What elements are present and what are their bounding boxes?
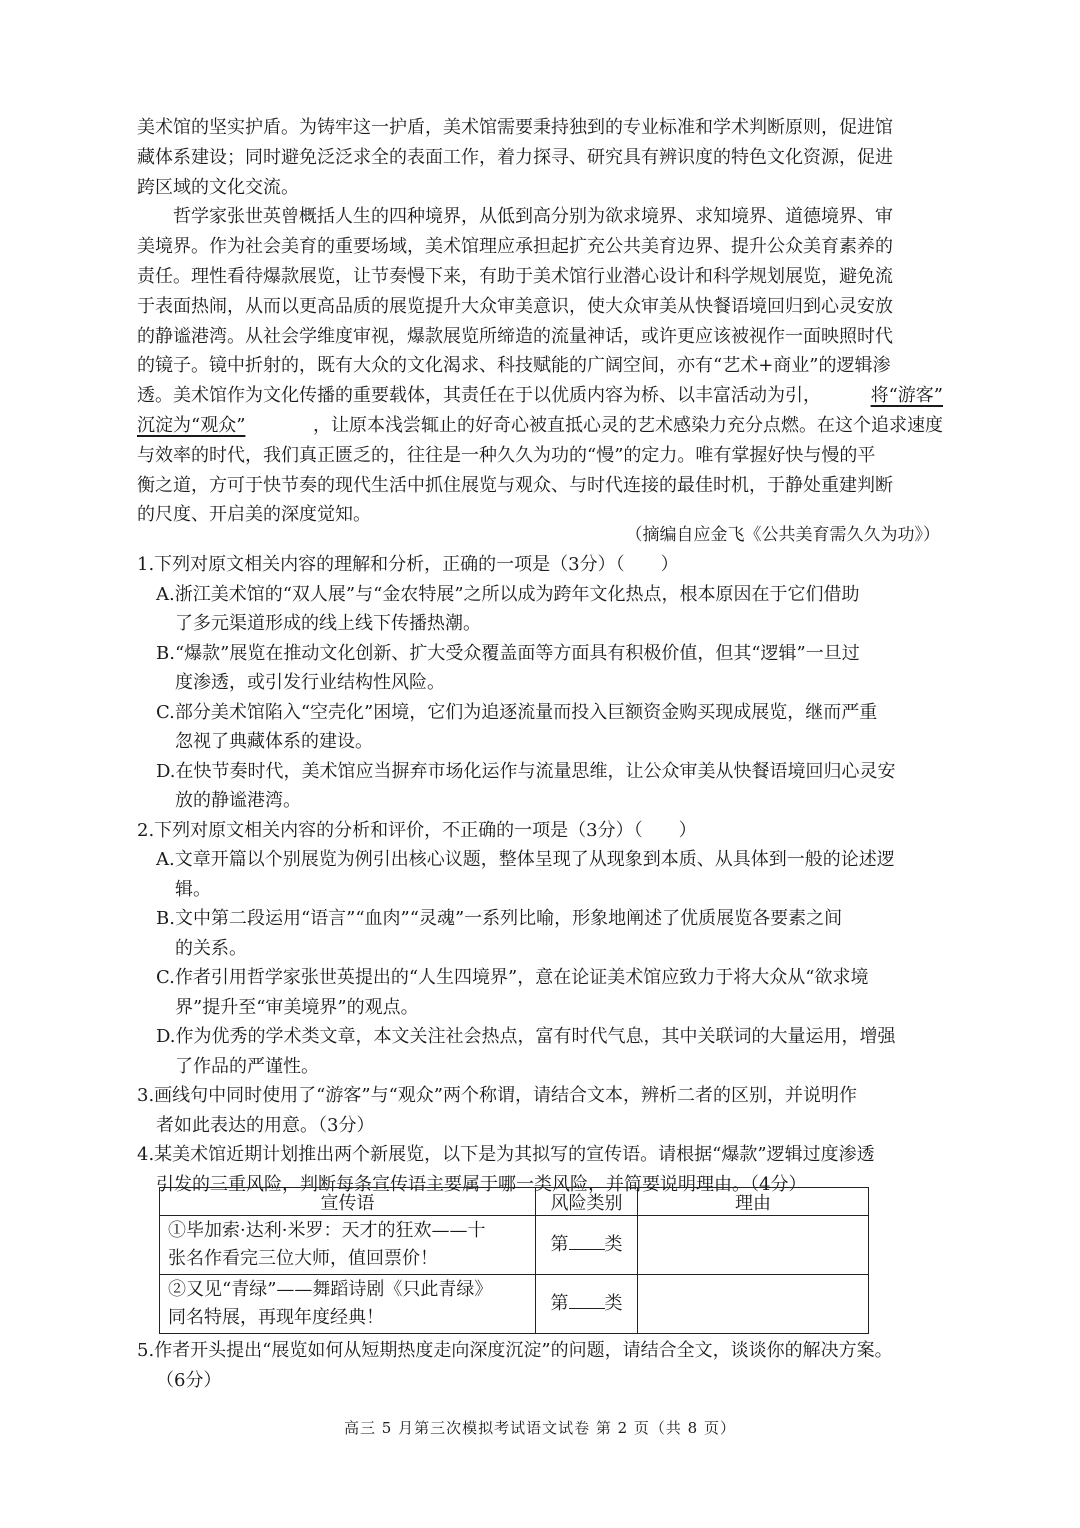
slogan-text: ①毕加索·达利·米罗：天才的狂欢——十 bbox=[168, 1220, 486, 1241]
table-row bbox=[160, 1216, 869, 1275]
table-header-row bbox=[160, 1188, 869, 1216]
passage-text: 透。美术馆作为文化传播的重要载体，其责任在于以优质内容为桥、以丰富活动为引， bbox=[137, 385, 821, 407]
question-3-stem bbox=[137, 1081, 945, 1111]
passage-text: 与效率的时代，我们真正匮乏的，往往是一种久久为功的“慢”的定力。唯有掌握好快与慢的平 bbox=[137, 444, 876, 466]
page-footer: 高三 5 月第三次模拟考试语文试卷 第 2 页（共 8 页） bbox=[343, 1419, 736, 1437]
slogan-text: 同名特展，再现年度经典！ bbox=[168, 1307, 384, 1328]
reason-cell[interactable] bbox=[638, 1275, 869, 1334]
risk-label: 类 bbox=[604, 1234, 623, 1255]
option-continuation: 界”提升至“审美境界”的观点。 bbox=[175, 996, 419, 1018]
risk-cell[interactable] bbox=[536, 1216, 638, 1275]
passage-line bbox=[137, 262, 943, 292]
question-5-continuation: （6分） bbox=[156, 1369, 222, 1391]
reading-passage bbox=[137, 113, 943, 530]
column-header: 理由 bbox=[638, 1188, 869, 1216]
question-2-option-c[interactable] bbox=[137, 963, 945, 993]
risk-blank[interactable] bbox=[569, 1290, 605, 1309]
option-continuation: 度渗透，或引发行业结构性风险。 bbox=[175, 672, 445, 693]
passage-line bbox=[137, 441, 943, 471]
passage-source: （摘编自应金飞《公共美育需久久为功》） bbox=[625, 525, 940, 545]
passage-text: 跨区域的文化交流。 bbox=[137, 176, 299, 198]
question-1-option-b[interactable] bbox=[137, 639, 945, 669]
option-continuation: 了作品的严谨性。 bbox=[175, 1055, 319, 1077]
slogan-text: 张名作看完三位大师，值回票价！ bbox=[168, 1248, 438, 1269]
option-continuation: 忽视了典藏体系的建设。 bbox=[175, 731, 373, 752]
option-text: B.文中第二段运用“语言”“血肉”“灵魂”一系列比喻，形象地阐述了优质展览各要素之间 bbox=[156, 908, 843, 929]
question-3-continuation: 者如此表达的用意。（3分） bbox=[156, 1114, 375, 1136]
question-text: 3.画线句中同时使用了“游客”与“观众”两个称谓，请结合文本，辨析二者的区别，并说明作 bbox=[137, 1085, 857, 1106]
question-2-option-a[interactable] bbox=[137, 845, 945, 875]
option-text: B.“爆款”展览在推动文化创新、扩大受众覆盖面等方面具有积极价值，但其“逻辑”一旦过 bbox=[156, 642, 860, 664]
question-text: 4.某美术馆近期计划推出两个新展览，以下是为其拟写的宣传语。请根据“爆款”逻辑过度渗透 bbox=[137, 1144, 875, 1165]
question-1-stem: 1.下列对原文相关内容的理解和分析，正确的一项是（3分）（ ） bbox=[137, 554, 679, 575]
passage-line bbox=[137, 173, 943, 203]
question-1-option-d[interactable] bbox=[137, 757, 945, 787]
slogan-cell bbox=[160, 1216, 536, 1275]
reason-cell[interactable] bbox=[638, 1216, 869, 1275]
passage-line bbox=[137, 381, 943, 411]
option-text: A.浙江美术馆的“双人展”与“金农特展”之所以成为跨年文化热点，根本原因在于它们借助 bbox=[156, 583, 860, 605]
slogan-text: ②又见“青绿”——舞蹈诗剧《只此青绿》 bbox=[168, 1279, 493, 1300]
question-1-option-c[interactable] bbox=[137, 698, 945, 728]
passage-text: 的镜子。镜中折射的，既有大众的文化渴求、科技赋能的广阔空间，亦有“艺术+商业”的逻辑渗 bbox=[137, 355, 891, 377]
passage-line bbox=[137, 202, 943, 232]
passage-line bbox=[137, 471, 943, 501]
risk-blank[interactable] bbox=[569, 1231, 605, 1250]
column-header: 风险类别 bbox=[536, 1188, 638, 1216]
underlined-sentence: 将“游客” bbox=[870, 385, 943, 407]
option-text: A.文章开篇以个别展览为例引出核心议题，整体呈现了从现象到本质、从具体到一般的论述逻 bbox=[156, 849, 895, 870]
risk-label: 第 bbox=[550, 1293, 569, 1314]
passage-line bbox=[137, 113, 943, 143]
option-text: C.部分美术馆陷入“空壳化”困境，它们为追逐流量而投入巨额资金购买现成展览，继而严重 bbox=[156, 701, 878, 723]
question-2-stem: 2.下列对原文相关内容的分析和评价，不正确的一项是（3分）（ ） bbox=[137, 819, 697, 841]
passage-line bbox=[137, 411, 943, 441]
passage-line bbox=[137, 322, 943, 352]
option-text: D.在快节奏时代，美术馆应当摒弃市场化运作与流量思维，让公众审美从快餐语境回归心灵安 bbox=[156, 760, 896, 782]
question-4-stem bbox=[137, 1140, 945, 1170]
question-4-continuation: 引发的三重风险，判断每条宣传语主要属于哪一类风险，并简要说明理由。（4分） bbox=[156, 1173, 807, 1195]
slogan-cell bbox=[160, 1275, 536, 1334]
passage-line bbox=[137, 351, 943, 381]
slogan-table bbox=[159, 1187, 869, 1334]
passage-text: ，让原本浅尝辄止的好奇心被直抵心灵的艺术感染力充分点燃。在这个追求速度 bbox=[313, 414, 943, 436]
underlined-sentence: 沉淀为“观众” bbox=[137, 414, 246, 436]
risk-label: 第 bbox=[550, 1234, 569, 1255]
questions-section bbox=[137, 550, 945, 1199]
risk-label: 类 bbox=[604, 1293, 623, 1314]
option-text: D.作为优秀的学术类文章，本文关注社会热点，富有时代气息，其中关联词的大量运用，增强 bbox=[156, 1026, 896, 1047]
option-text: C.作者引用哲学家张世英提出的“人生四境界”，意在论证美术馆应致力于将大众从“欲求境 bbox=[156, 967, 869, 988]
column-header: 宣传语 bbox=[160, 1188, 536, 1216]
risk-cell[interactable] bbox=[536, 1275, 638, 1334]
passage-text: 于表面热闹，从而以更高品质的展览提升大众审美意识，使大众审美从快餐语境回归到心灵安放 bbox=[137, 295, 893, 317]
passage-text: 美术馆的坚实护盾。为铸牢这一护盾，美术馆需要秉持独到的专业标准和学术判断原则，促进馆 bbox=[137, 117, 893, 138]
passage-text: 衡之道，方可于快节奏的现代生活中抓住展览与观众、与时代连接的最佳时机，于静处重建判断 bbox=[137, 474, 893, 496]
option-continuation: 了多元渠道形成的线上线下传播热潮。 bbox=[175, 613, 481, 634]
passage-text: 的尺度、开启美的深度觉知。 bbox=[137, 504, 371, 526]
question-2-option-d[interactable] bbox=[137, 1022, 945, 1052]
passage-line bbox=[137, 232, 943, 262]
passage-text: 哲学家张世英曾概括人生的四种境界，从低到高分别为欲求境界、求知境界、道德境界、审 bbox=[137, 206, 893, 228]
table-row bbox=[160, 1275, 869, 1334]
option-continuation: 放的静谧港湾。 bbox=[175, 790, 301, 811]
passage-line bbox=[137, 292, 943, 322]
question-2-option-b[interactable] bbox=[137, 904, 945, 934]
option-continuation: 的关系。 bbox=[175, 937, 247, 959]
option-continuation: 辑。 bbox=[175, 878, 211, 900]
question-5 bbox=[137, 1336, 947, 1395]
question-5-stem: 5.作者开头提出“展览如何从短期热度走向深度沉淀”的问题，请结合全文，谈谈你的解决方案。 bbox=[137, 1340, 893, 1361]
passage-line bbox=[137, 143, 943, 173]
question-1-option-a[interactable] bbox=[137, 580, 945, 610]
passage-text: 的静谧港湾。从社会学维度审视，爆款展览所缔造的流量神话，或许更应该被视作一面映照时代 bbox=[137, 325, 893, 347]
passage-text: 责任。理性看待爆款展览，让节奏慢下来，有助于美术馆行业潜心设计和科学规划展览，避免流 bbox=[137, 265, 893, 287]
passage-text: 藏体系建设；同时避免泛泛求全的表面工作，着力探寻、研究具有辨识度的特色文化资源，促进 bbox=[137, 146, 893, 168]
passage-text: 美境界。作为社会美育的重要场域，美术馆理应承担起扩充公共美育边界、提升公众美育素养的 bbox=[137, 236, 893, 258]
